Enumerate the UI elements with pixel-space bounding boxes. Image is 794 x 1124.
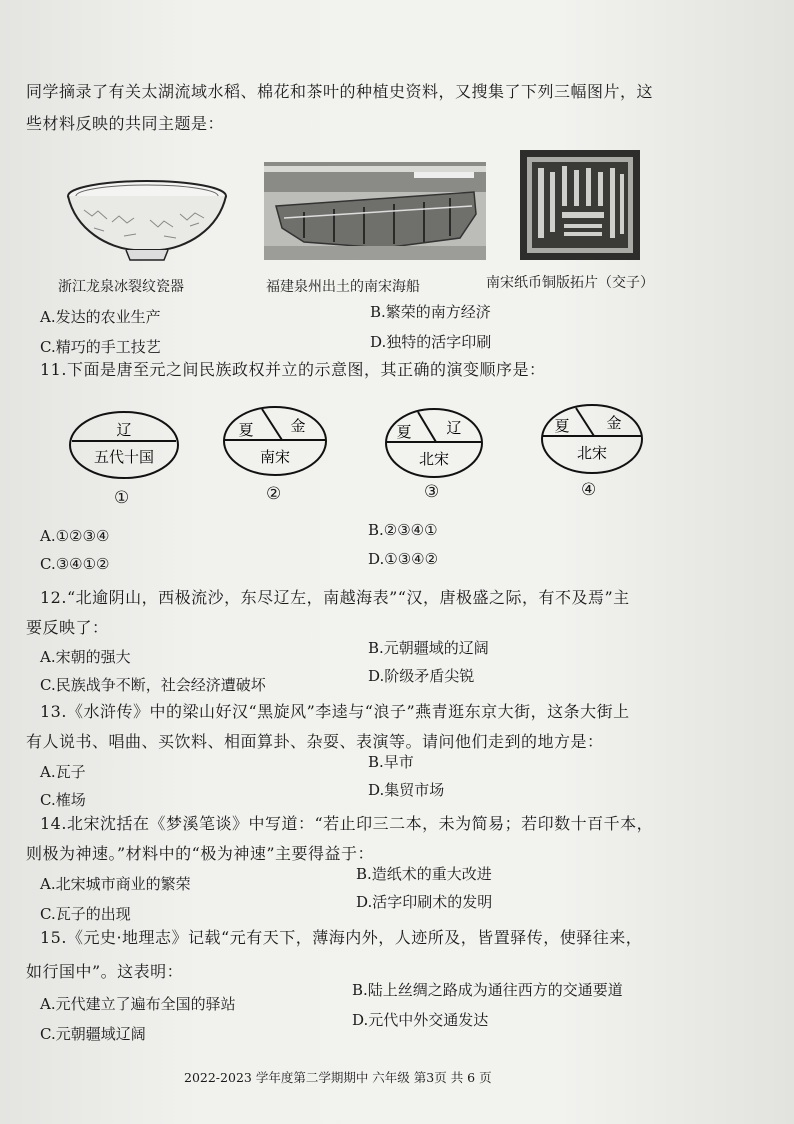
q11-c3-top-left: 夏 [396, 423, 412, 441]
q11-option-a[interactable]: A.①②③④ [40, 527, 110, 545]
q11-c3-number: ③ [424, 482, 440, 502]
q14-stem-line2: 则极为神速。”材料中的“极为神速”主要得益于： [26, 844, 375, 863]
q11-c1-top: 辽 [116, 421, 132, 439]
q11-c1-bottom: 五代十国 [93, 448, 155, 466]
q11-c3-top-right: 辽 [446, 419, 462, 437]
q11-c2-bottom: 南宋 [259, 448, 291, 466]
q14-option-b[interactable]: B.造纸术的重大改进 [356, 865, 492, 883]
q13-option-b[interactable]: B.早市 [368, 753, 414, 771]
q11-option-b[interactable]: B.②③④① [368, 521, 438, 539]
q15-option-b[interactable]: B.陆上丝绸之路成为通往西方的交通要道 [352, 981, 623, 999]
ancient-ship-image [264, 162, 486, 260]
q13-stem-line2: 有人说书、唱曲、买饮料、相面算卦、杂耍、表演等。请问他们走到的地方是： [26, 732, 604, 751]
q11-diagram-4 [540, 402, 644, 476]
q11-c2-top-left: 夏 [238, 421, 254, 439]
q11-option-c[interactable]: C.③④①② [40, 555, 110, 573]
q11-option-d[interactable]: D.①③④② [368, 550, 439, 568]
page-footer: 2022-2023 学年度第二学期期中 六年级 第3页 共 6 页 [184, 1070, 492, 1085]
q14-stem-line1: 14.北宋沈括在《梦溪笔谈》中写道：“若止印三二本，未为简易；若印数十百千本， [40, 814, 654, 833]
q11-c2-number: ② [266, 484, 282, 504]
q11-c4-bottom: 北宋 [576, 444, 608, 462]
q11-c2-top-right: 金 [290, 417, 306, 435]
q11-stem: 11.下面是唐至元之间民族政权并立的示意图，其正确的演变顺序是： [40, 360, 546, 379]
q11-c4-number: ④ [581, 480, 597, 500]
q11-diagram-1 [68, 408, 180, 482]
q10-option-b[interactable]: B.繁荣的南方经济 [370, 303, 491, 321]
q11-c4-top-right: 金 [606, 414, 622, 432]
jiaozi-rubbing-image [520, 150, 640, 260]
q15-stem-line2: 如行国中”。这表明： [26, 962, 184, 981]
q11-c4-top-left: 夏 [554, 417, 570, 435]
figure-caption-jiaozi: 南宋纸币铜版拓片（交子） [486, 275, 654, 291]
q12-option-c[interactable]: C.民族战争不断，社会经济遭破坏 [40, 676, 266, 694]
q12-stem-line1: 12.“北逾阴山，西极流沙，东尽辽左，南越海表”“汉，唐极盛之际，有不及焉”主 [40, 588, 630, 607]
q15-option-c[interactable]: C.元朝疆域辽阔 [40, 1025, 146, 1043]
q12-option-b[interactable]: B.元朝疆域的辽阔 [368, 639, 489, 657]
q11-diagram-3 [384, 406, 484, 480]
q10-intro-line2: 些材料反映的共同主题是： [26, 114, 225, 133]
q15-stem-line1: 15.《元史·地理志》记载“元有天下，薄海内外，人迹所及，皆置驿传，使驿往来， [40, 928, 643, 947]
q13-option-c[interactable]: C.榷场 [40, 791, 86, 809]
q13-stem-line1: 13.《水浒传》中的梁山好汉“黑旋风”李逵与“浪子”燕青逛东京大街，这条大街上 [40, 702, 630, 721]
q14-option-c[interactable]: C.瓦子的出现 [40, 905, 131, 923]
q10-intro-line1: 同学摘录了有关太湖流域水稻、棉花和茶叶的种植史资料，又搜集了下列三幅图片，这 [26, 82, 654, 101]
q13-option-a[interactable]: A.瓦子 [40, 763, 86, 781]
q11-c1-number: ① [114, 488, 130, 508]
q11-diagram-2 [222, 404, 328, 478]
q12-stem-line2: 要反映了： [26, 618, 109, 637]
q12-option-d[interactable]: D.阶级矛盾尖锐 [368, 667, 475, 685]
q11-c3-bottom: 北宋 [418, 450, 450, 468]
q12-option-a[interactable]: A.宋朝的强大 [40, 648, 131, 666]
figure-caption-porcelain: 浙江龙泉冰裂纹瓷器 [58, 279, 184, 295]
q10-option-c[interactable]: C.精巧的手工技艺 [40, 338, 161, 356]
q10-option-d[interactable]: D.独特的活字印刷 [370, 333, 492, 351]
q15-option-d[interactable]: D.元代中外交通发达 [352, 1011, 489, 1029]
q14-option-a[interactable]: A.北宋城市商业的繁荣 [40, 875, 191, 893]
figure-caption-ship: 福建泉州出土的南宋海船 [266, 279, 420, 295]
q14-option-d[interactable]: D.活字印刷术的发明 [356, 893, 493, 911]
porcelain-bowl-image [64, 176, 230, 264]
q15-option-a[interactable]: A.元代建立了遍布全国的驿站 [40, 995, 236, 1013]
q10-option-a[interactable]: A.发达的农业生产 [40, 308, 161, 326]
q13-option-d[interactable]: D.集贸市场 [368, 781, 445, 799]
